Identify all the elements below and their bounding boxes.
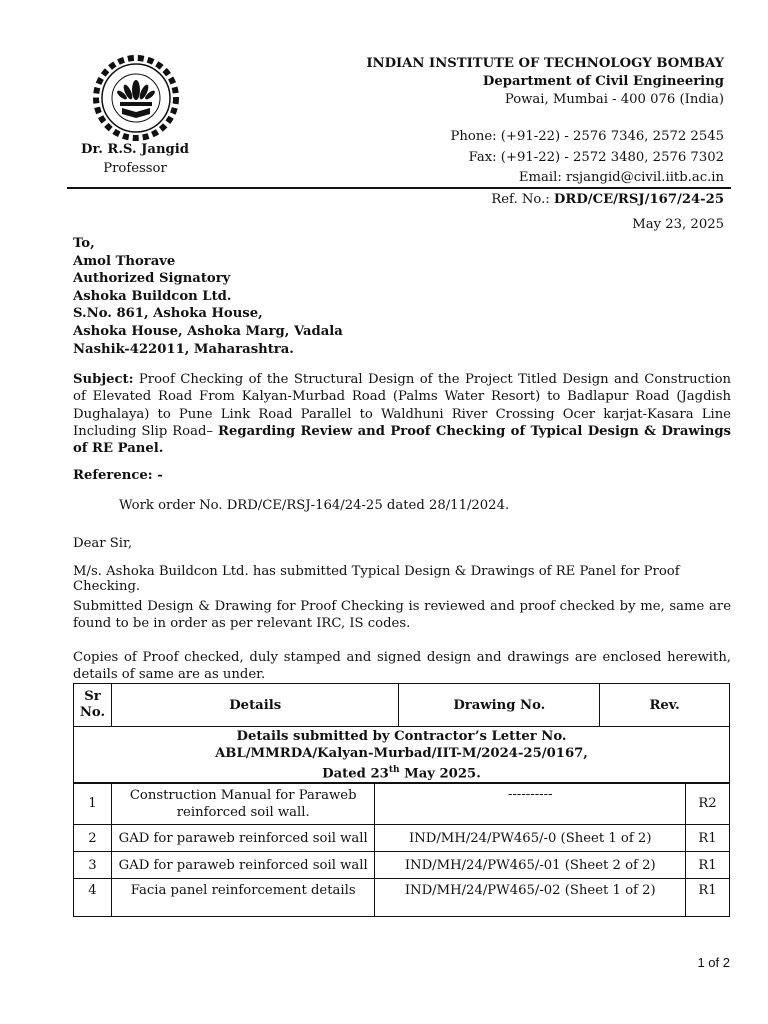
reference-number (491, 192, 724, 207)
col-header-sr-no: Sr No. (74, 684, 112, 727)
institute-address: Powai, Mumbai - 400 076 (India) (504, 92, 724, 107)
table-row (74, 852, 730, 879)
department-name: Department of Civil Engineering (482, 74, 724, 89)
row-sr: 1 (74, 783, 112, 825)
signatory-name: Dr. R.S. Jangid (81, 142, 189, 157)
col-header-details: Details (111, 684, 399, 727)
row-details: GAD for paraweb reinforced soil wall (111, 825, 375, 852)
recipient-line: Amol Thorave (73, 253, 176, 269)
row-drawing-no: ---------- (375, 783, 686, 825)
recipient-line: S.No. 861, Ashoka House, (73, 306, 263, 322)
body-paragraph-2: Submitted Design & Drawing for Proof Checking is reviewed and proof checked by me, same are found to be in order as per relevant IRC, IS codes. (73, 599, 731, 632)
merged-line: Details submitted by Contractor’s Letter No. (236, 728, 567, 744)
row-details: Construction Manual for Paraweb reinforced soil wall. (111, 783, 375, 825)
row-sr: 3 (74, 852, 112, 879)
row-rev: R2 (686, 783, 730, 825)
subject-text: Proof Checking of the Structural Design of the Project Titled Design and Construction of Elevated Road From Kalyan-Murbad Road (Palms Water Resort) to Badlapur Road (Jagdish Dughalaya) to Pune Link Road Parallel to Waldhuni River Crossing Ocer karjat-Kasara Line Including Slip Road– (73, 372, 731, 439)
ref-value: DRD/CE/RSJ/167/24-25 (553, 192, 724, 207)
institute-name: INDIAN INSTITUTE OF TECHNOLOGY BOMBAY (366, 56, 724, 71)
subject-label: Subject: (73, 372, 134, 387)
row-sr: 2 (74, 825, 112, 852)
page-number: 1 of 2 (697, 955, 730, 970)
letter-date: May 23, 2025 (632, 217, 724, 232)
phone-line: Phone: (+91-22) - 2576 7346, 2572 2545 (450, 129, 724, 144)
signatory-title: Professor (103, 161, 167, 176)
drawings-table-body (73, 782, 730, 917)
header-divider (67, 187, 731, 189)
merged-date-suffix: May 2025. (399, 766, 481, 782)
recipient-line: Ashoka House, Ashoka Marg, Vadala (73, 323, 343, 339)
fax-line: Fax: (+91-22) - 2572 3480, 2576 7302 (468, 150, 724, 165)
drawings-table-header (73, 683, 730, 784)
subject-paragraph (73, 371, 731, 457)
table-header-row (74, 684, 730, 727)
recipient-line: Ashoka Buildcon Ltd. (73, 288, 232, 304)
row-details: GAD for paraweb reinforced soil wall (111, 852, 375, 879)
salutation: Dear Sir, (73, 536, 133, 551)
body-paragraph-3: Copies of Proof checked, duly stamped and signed design and drawings are enclosed herewith, details of same are as under. (73, 650, 731, 683)
recipient-address (73, 235, 343, 358)
row-rev: R1 (686, 879, 730, 917)
row-sr: 4 (74, 879, 112, 917)
merged-date-sup: th (388, 764, 400, 775)
row-drawing-no: IND/MH/24/PW465/-02 (Sheet 1 of 2) (375, 879, 686, 917)
recipient-line: Nashik-422011, Maharashtra. (73, 341, 294, 357)
reference-heading: Reference: - (73, 468, 163, 483)
table-row (74, 825, 730, 852)
col-header-rev: Rev. (600, 684, 730, 727)
row-drawing-no: IND/MH/24/PW465/-0 (Sheet 1 of 2) (375, 825, 686, 852)
contractor-letter-details (74, 727, 730, 784)
work-order-reference: Work order No. DRD/CE/RSJ-164/24-25 dated 28/11/2024. (119, 498, 510, 513)
recipient-line: To, (73, 236, 95, 251)
iitb-emblem-icon (90, 54, 182, 142)
table-row (74, 783, 730, 825)
merged-line-date (74, 762, 729, 782)
row-rev: R1 (686, 825, 730, 852)
ref-label: Ref. No.: (491, 192, 554, 207)
col-header-drawing-no: Drawing No. (399, 684, 600, 727)
merged-line: ABL/MMRDA/Kalyan-Murbad/IIT-M/2024-25/0167, (215, 745, 588, 761)
row-details: Facia panel reinforcement details (111, 879, 375, 917)
row-drawing-no: IND/MH/24/PW465/-01 (Sheet 2 of 2) (375, 852, 686, 879)
merged-date-prefix: Dated 23 (322, 766, 389, 782)
row-rev: R1 (686, 852, 730, 879)
table-row (74, 879, 730, 917)
email-line: Email: rsjangid@civil.iitb.ac.in (518, 170, 724, 185)
table-merged-row (74, 727, 730, 784)
recipient-line: Authorized Signatory (73, 271, 231, 287)
body-paragraph-1: M/s. Ashoka Buildcon Ltd. has submitted Typical Design & Drawings of RE Panel for Proof Checking. (73, 564, 680, 594)
subject-bold-text: Regarding Review and Proof Checking of Typical Design & Drawings of RE Panel. (73, 423, 731, 457)
